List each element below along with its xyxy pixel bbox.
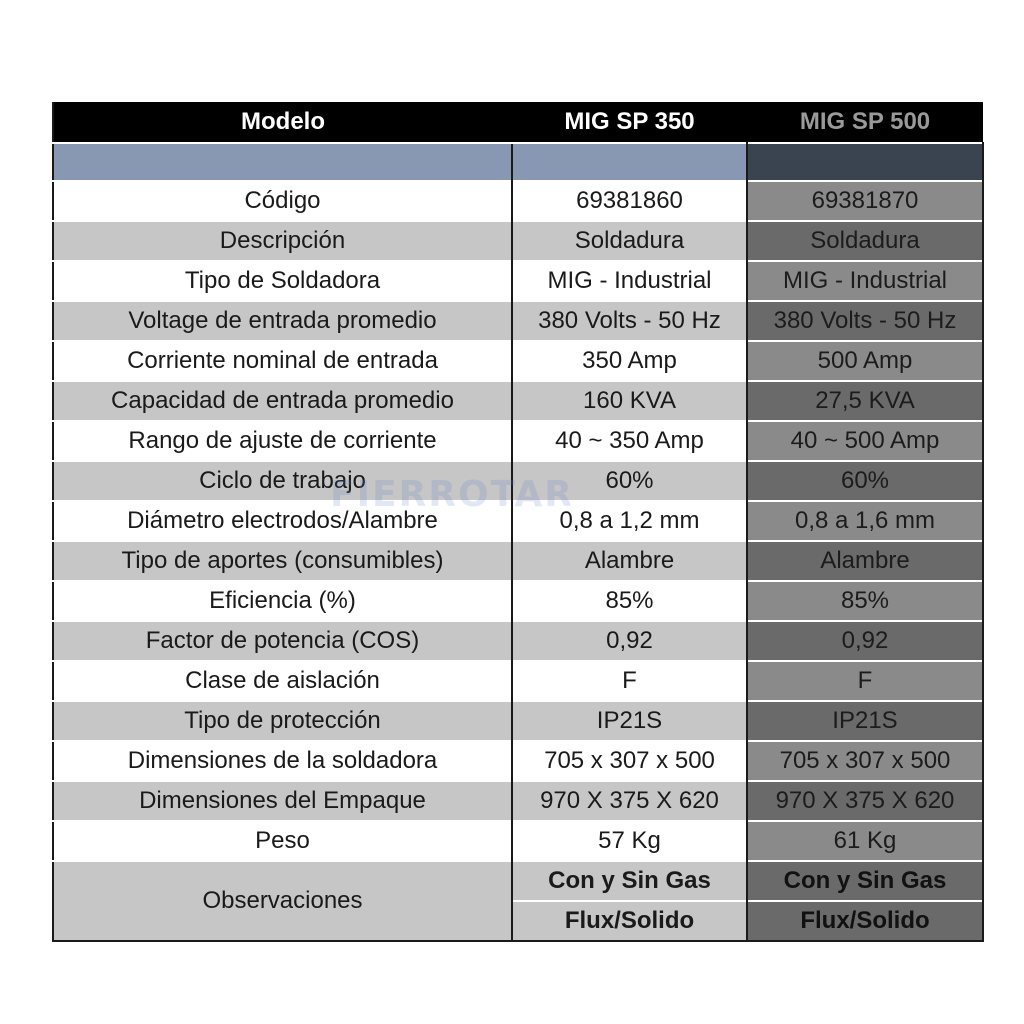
row-label: Tipo de aportes (consumibles) — [53, 541, 512, 581]
row-value-b: 61 Kg — [747, 821, 983, 861]
row-value-b: 500 Amp — [747, 341, 983, 381]
row-label: Descripción — [53, 221, 512, 261]
row-value-b: 40 ~ 500 Amp — [747, 421, 983, 461]
row-value-a: IP21S — [512, 701, 747, 741]
header-model-a: MIG SP 350 — [512, 102, 747, 143]
row-value-b: 705 x 307 x 500 — [747, 741, 983, 781]
row-label: Diámetro electrodos/Alambre — [53, 501, 512, 541]
row-value-b: F — [747, 661, 983, 701]
band-cell — [53, 143, 512, 181]
row-label: Tipo de Soldadora — [53, 261, 512, 301]
row-value-b: MIG - Industrial — [747, 261, 983, 301]
row-label: Rango de ajuste de corriente — [53, 421, 512, 461]
observaciones-value-a-line2: Flux/Solido — [512, 901, 747, 941]
row-value-b: IP21S — [747, 701, 983, 741]
row-value-a: 57 Kg — [512, 821, 747, 861]
row-value-b: 60% — [747, 461, 983, 501]
header-model-b: MIG SP 500 — [747, 102, 983, 143]
table-row — [53, 701, 983, 741]
row-value-a: 60% — [512, 461, 747, 501]
row-value-a: 85% — [512, 581, 747, 621]
row-value-b: 0,8 a 1,6 mm — [747, 501, 983, 541]
row-label: Factor de potencia (COS) — [53, 621, 512, 661]
spec-table — [52, 102, 984, 942]
row-value-b: 85% — [747, 581, 983, 621]
table-row — [53, 461, 983, 501]
spec-sheet — [52, 102, 982, 942]
row-label: Código — [53, 181, 512, 221]
table-row — [53, 821, 983, 861]
observaciones-row — [53, 861, 983, 901]
row-value-b: 27,5 KVA — [747, 381, 983, 421]
row-value-a: 0,8 a 1,2 mm — [512, 501, 747, 541]
table-row — [53, 381, 983, 421]
row-value-b: Soldadura — [747, 221, 983, 261]
table-row — [53, 541, 983, 581]
row-value-b: 970 X 375 X 620 — [747, 781, 983, 821]
row-value-a: Alambre — [512, 541, 747, 581]
observaciones-value-b-line2: Flux/Solido — [747, 901, 983, 941]
row-label: Corriente nominal de entrada — [53, 341, 512, 381]
table-row — [53, 581, 983, 621]
row-value-a: 0,92 — [512, 621, 747, 661]
table-row — [53, 301, 983, 341]
row-value-b: 380 Volts - 50 Hz — [747, 301, 983, 341]
row-value-b: Alambre — [747, 541, 983, 581]
table-row — [53, 421, 983, 461]
row-label: Peso — [53, 821, 512, 861]
row-value-a: 69381860 — [512, 181, 747, 221]
color-band-row — [53, 143, 983, 181]
table-row — [53, 781, 983, 821]
table-row — [53, 181, 983, 221]
table-row — [53, 501, 983, 541]
row-label: Clase de aislación — [53, 661, 512, 701]
row-label: Eficiencia (%) — [53, 581, 512, 621]
row-value-a: 350 Amp — [512, 341, 747, 381]
observaciones-value-a-line1: Con y Sin Gas — [512, 861, 747, 901]
row-label: Capacidad de entrada promedio — [53, 381, 512, 421]
observaciones-label: Observaciones — [53, 861, 512, 941]
row-value-a: 380 Volts - 50 Hz — [512, 301, 747, 341]
row-label: Tipo de protección — [53, 701, 512, 741]
row-label: Dimensiones de la soldadora — [53, 741, 512, 781]
row-value-a: 160 KVA — [512, 381, 747, 421]
table-row — [53, 621, 983, 661]
row-label: Voltage de entrada promedio — [53, 301, 512, 341]
table-header-row — [53, 102, 983, 143]
row-value-a: MIG - Industrial — [512, 261, 747, 301]
band-cell — [747, 143, 983, 181]
row-value-a: 705 x 307 x 500 — [512, 741, 747, 781]
row-value-a: Soldadura — [512, 221, 747, 261]
table-row — [53, 341, 983, 381]
row-value-b: 0,92 — [747, 621, 983, 661]
row-label: Dimensiones del Empaque — [53, 781, 512, 821]
header-label: Modelo — [53, 102, 512, 143]
band-cell — [512, 143, 747, 181]
row-value-a: 970 X 375 X 620 — [512, 781, 747, 821]
table-row — [53, 221, 983, 261]
row-value-a: F — [512, 661, 747, 701]
row-value-b: 69381870 — [747, 181, 983, 221]
table-row — [53, 261, 983, 301]
table-row — [53, 741, 983, 781]
observaciones-value-b-line1: Con y Sin Gas — [747, 861, 983, 901]
row-label: Ciclo de trabajo — [53, 461, 512, 501]
table-row — [53, 661, 983, 701]
row-value-a: 40 ~ 350 Amp — [512, 421, 747, 461]
